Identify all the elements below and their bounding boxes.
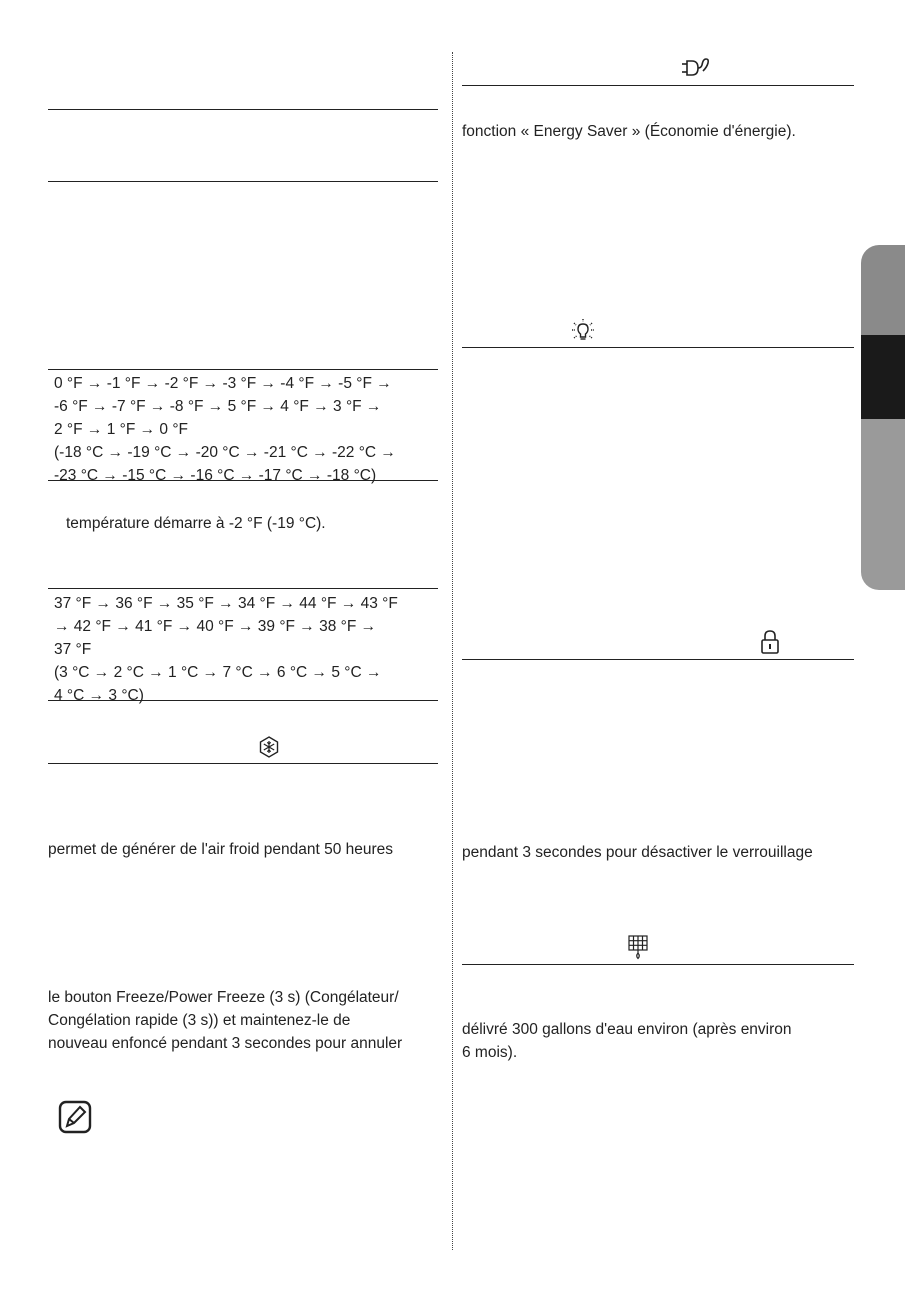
light-bulb-icon (570, 318, 596, 346)
side-tab-light (861, 419, 905, 590)
freezer-sequence-celsius-line: -23 °C → -15 °C → -16 °C → -17 °C → -18 °C) (54, 467, 377, 484)
filter-text (462, 1018, 792, 1064)
freezer-sequence-line: 2 °F → 1 °F → 0 °F (54, 421, 189, 438)
section-rule (462, 964, 854, 965)
fridge-temp-sequence (54, 592, 398, 707)
rule (48, 181, 438, 182)
temperature-start-text: température démarre à -2 °F (-19 °C). (66, 515, 326, 532)
lock-text: pendant 3 secondes pour désactiver le verrouillage (462, 844, 813, 861)
fridge-sequence-line: 37 °F (54, 641, 92, 658)
section-rule (462, 85, 854, 86)
power-freeze-text: permet de générer de l'air froid pendant 50 heures (48, 841, 394, 858)
fridge-sequence-line: 37 °F → 36 °F → 35 °F → 34 °F → 44 °F → 43 °F (54, 595, 398, 612)
table-top-rule (48, 369, 438, 370)
filter-text-line: délivré 300 gallons d'eau environ (après environ (462, 1021, 792, 1038)
fridge-sequence-line: → 42 °F → 41 °F → 40 °F → 39 °F → 38 °F → (54, 618, 377, 635)
freeze-button-line: Congélation rapide (3 s)) et maintenez-le de (48, 1012, 351, 1029)
section-rule (462, 659, 854, 660)
rule (48, 109, 438, 110)
freeze-button-line: nouveau enfoncé pendant 3 secondes pour annuler (48, 1035, 403, 1052)
filter-text-line: 6 mois). (462, 1044, 518, 1061)
freeze-button-line: le bouton Freeze/Power Freeze (3 s) (Congélateur/ (48, 989, 399, 1006)
section-rule (462, 347, 854, 348)
energy-saver-text: fonction « Energy Saver » (Économie d'énergie). (462, 123, 796, 140)
table-bottom-rule (48, 700, 438, 701)
fridge-sequence-celsius-line: 4 °C → 3 °C) (54, 687, 144, 704)
note-pencil-icon (58, 1100, 92, 1134)
table-bottom-rule (48, 480, 438, 481)
plug-icon (679, 55, 711, 81)
lock-icon (760, 629, 780, 655)
freezer-sequence-line: -6 °F → -7 °F → -8 °F → 5 °F → 4 °F → 3 °F → (54, 398, 382, 415)
column-divider (452, 52, 453, 1250)
freeze-button-text (48, 986, 402, 1055)
section-rule (48, 763, 438, 764)
freezer-sequence-line: 0 °F → -1 °F → -2 °F → -3 °F → -4 °F → -5 °F → (54, 375, 392, 392)
freezer-temp-sequence (54, 372, 396, 487)
water-filter-icon (626, 934, 650, 960)
side-tab-active (861, 335, 905, 419)
snowflake-icon (258, 736, 280, 758)
fridge-sequence-celsius-line: (3 °C → 2 °C → 1 °C → 7 °C → 6 °C → 5 °C → (54, 664, 382, 681)
table-top-rule (48, 588, 438, 589)
freezer-sequence-celsius-line: (-18 °C → -19 °C → -20 °C → -21 °C → -22 °C → (54, 444, 396, 461)
side-tab-light (861, 245, 905, 335)
